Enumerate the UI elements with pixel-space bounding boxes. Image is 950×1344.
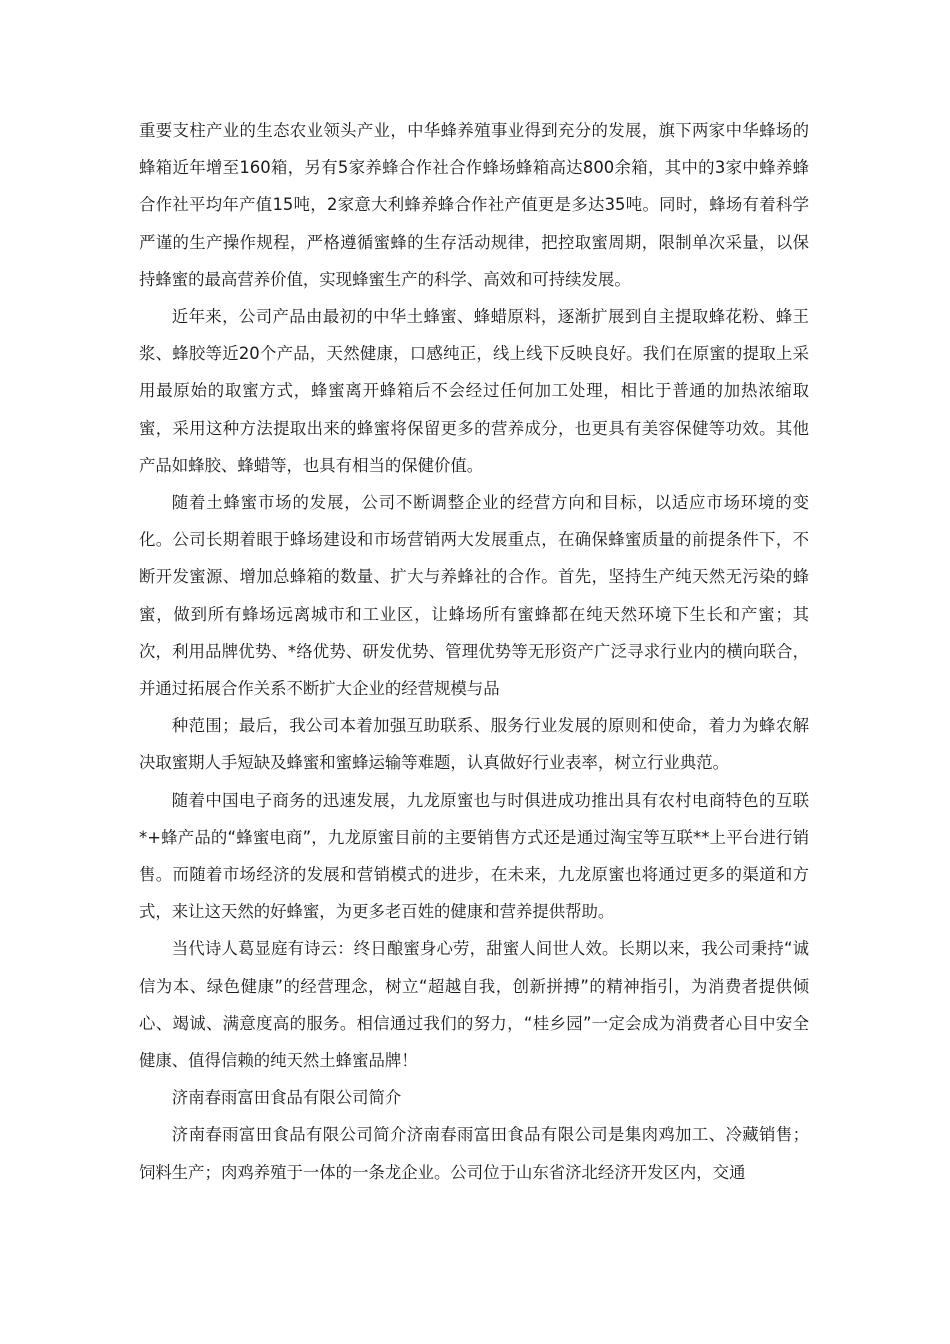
section-title: 济南春雨富田食品有限公司简介	[171, 1088, 402, 1108]
paragraph-apiary-overview: 重要支柱产业的生态农业领头产业，中华蜂养殖事业得到充分的发展，旗下两家中华蜂场的蜂箱近年增至160箱，另有5家养蜂合作社合作蜂场蜂箱高达800余箱，其中的3家中蜂养蜂合作社平均年产值15吨，2家意大利蜂养蜂合作社产值更是多达35吨。同时，蜂场有着科学严谨的生产操作规程，严格遵循蜜蜂的生存活动规律，把控取蜜周期，限制单次采量，以保持蜂蜜的最高营养价值，实现蜂蜜生产的科学、高效和可持续发展。	[139, 121, 809, 289]
paragraph-mission: 种范围；最后，我公司本着加强互助联系、服务行业发展的原则和使命，着力为蜂农解决取蜜期人手短缺及蜂蜜和蜜蜂运输等难题，认真做好行业表率，树立行业典范。	[139, 716, 809, 773]
paragraph-market-strategy: 随着土蜂蜜市场的发展，公司不断调整企业的经营方向和目标，以适应市场环境的变化。公司长期着眼于蜂场建设和市场营销两大发展重点，在确保蜂蜜质量的前提条件下，不断开发蜜源、增加总蜂箱的数量、扩大与养蜂社的合作。首先，坚持生产纯天然无污染的蜂蜜，做到所有蜂场远离城市和工业区，让蜂场所有蜜蜂都在纯天然环境下生长和产蜜；其次，利用品牌优势、*络优势、研发优势、管理优势等无形资产广泛寻求行业内的横向联合，并通过拓展合作关系不断扩大企业的经营规模与品	[139, 493, 809, 699]
paragraph-products: 近年来，公司产品由最初的中华土蜂蜜、蜂蜡原料，逐渐扩展到自主提取蜂花粉、蜂王浆、蜂胶等近20个产品，天然健康，口感纯正，线上线下反映良好。我们在原蜜的提取上采用最原始的取蜜方式，蜂蜜离开蜂箱后不会经过任何加工处理，相比于普通的加热浓缩取蜜，采用这种方法提取出来的蜂蜜将保留更多的营养成分，也更具有美容保健等功效。其他产品如蜂胶、蜂蜡等，也具有相当的保健价值。	[139, 307, 809, 475]
paragraph-philosophy: 当代诗人葛显庭有诗云：终日酿蜜身心劳，甜蜜人间世人效。长期以来，我公司秉持“诚信为本、绿色健康”的经营理念，树立“超越自我，创新拼搏”的精神指引，为消费者提供倾心、竭诚、满意度高的服务。相信通过我们的努力，“桂乡园”一定会成为消费者心目中安全健康、值得信赖的纯天然土蜂蜜品牌！	[139, 939, 809, 1071]
document-page	[139, 112, 809, 1191]
paragraph-ecommerce: 随着中国电子商务的迅速发展，九龙原蜜也与时俱进成功推出具有农村电商特色的互联*+蜂产品的“蜂蜜电商”，九龙原蜜目前的主要销售方式还是通过淘宝等互联**上平台进行销售。而随着市场经济的发展和营销模式的进步，在未来，九龙原蜜也将通过更多的渠道和方式，来让这天然的好蜂蜜，为更多老百姓的健康和营养提供帮助。	[139, 790, 809, 922]
paragraph-company-intro: 济南春雨富田食品有限公司简介济南春雨富田食品有限公司是集肉鸡加工、冷藏销售；饲料生产；肉鸡养殖于一体的一条龙企业。公司位于山东省济北经济开发区内，交通	[139, 1125, 809, 1182]
